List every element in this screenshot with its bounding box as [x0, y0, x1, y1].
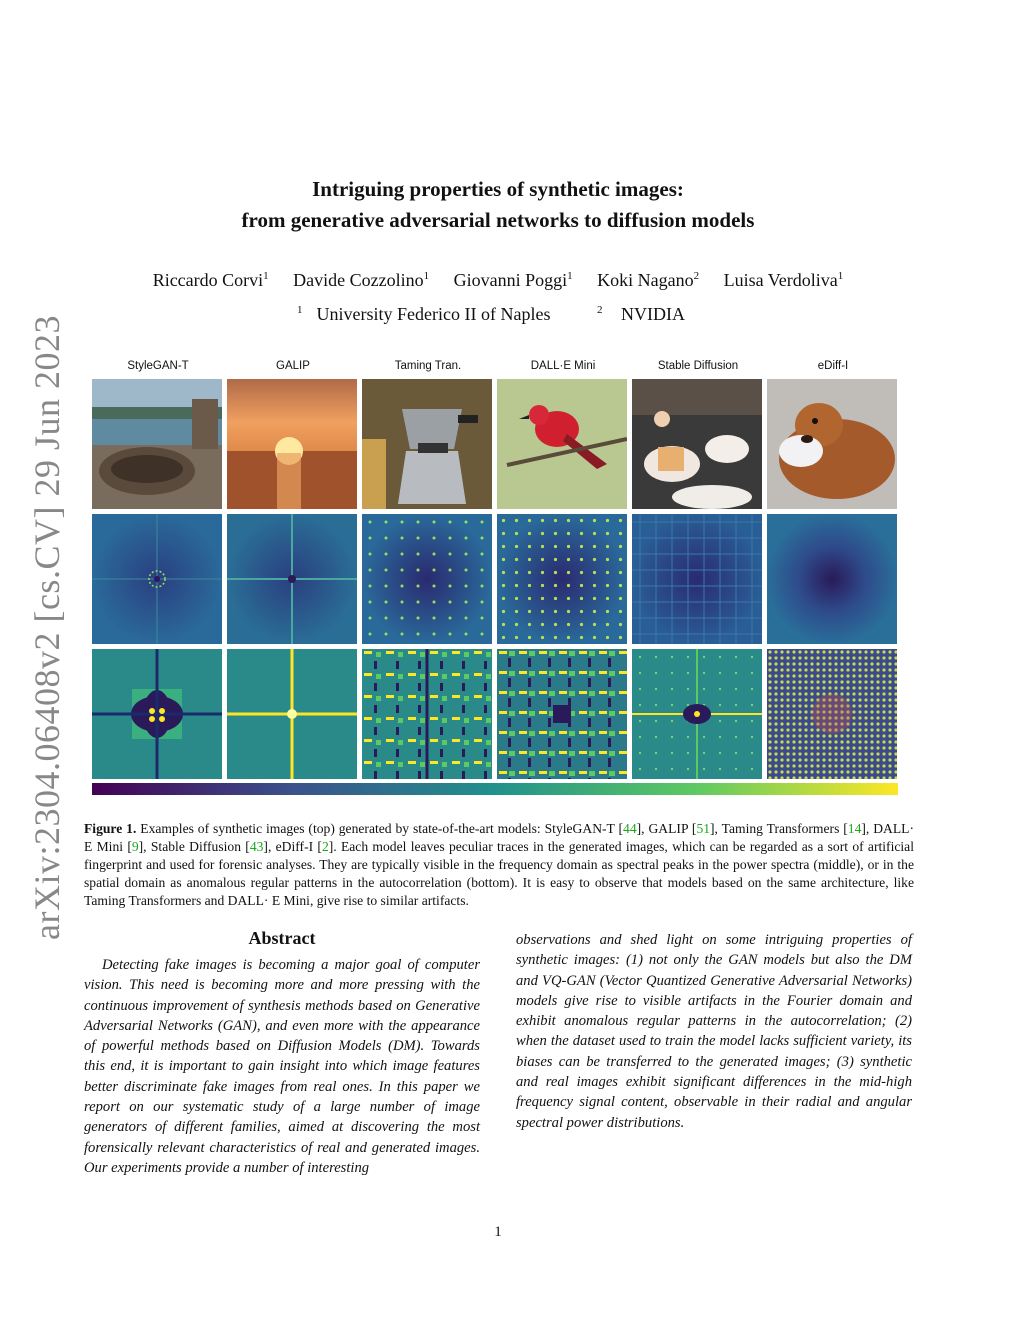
- stylegan-t-power-spectrum: [92, 514, 222, 644]
- abstract-right-column: observations and shed light on some intriguing properties of synthetic images: (1) not only the GAN models but also the DM and VQ-GAN (Vector Quantized Generative Adversarial Networks) models give rise to visible artifacts in the Fourier domain and exhibit anomalous regular patterns in the autocorrelation; (2) when the dataset used to train the model lacks sufficient variety, its biases can be transferred to the generated images; (3) synthetic and real images exhibit significant differences in the mid-high frequency signal content, observable in their radial and angular spectral power distributions.: [516, 932, 912, 1131]
- dall-e-mini-autocorrelation: [497, 649, 627, 779]
- title-line-2: from generative adversarial networks to diffusion models: [241, 208, 755, 232]
- author: Koki Nagano$^2$: [597, 270, 700, 290]
- author: Davide Cozzolino$^1$: [293, 270, 430, 290]
- taming-transformers-power-spectrum: [362, 514, 492, 644]
- page-number: 1: [494, 1224, 502, 1240]
- arxiv-identifier: arXiv:2304.06408v2 [cs.CV] 29 Jun 2023: [27, 315, 67, 940]
- taming-transformers-sample-image: [362, 379, 492, 509]
- column-label: Taming Tran.: [394, 360, 462, 372]
- dall-e-mini-sample-image: [497, 379, 627, 509]
- stable-diffusion-sample-image: [632, 379, 762, 509]
- ediff-i-power-spectrum: [767, 514, 897, 644]
- affiliation: $^1$ University Federico II of Naples: [297, 304, 551, 324]
- column-label: GALIP: [276, 360, 310, 372]
- galip-sample-image: [227, 379, 357, 509]
- abstract-heading: Abstract: [248, 928, 316, 948]
- ediff-i-sample-image: [767, 379, 897, 509]
- abstract-left-column: Detecting fake images is becoming a major goal of computer vision. This need is becoming more and more pressing with the continuous improvement of synthesis methods based on Generative Adversarial Networks (GAN), and even more with the appearance of powerful methods based on Diffusion Models (DM). Towards this end, it is important to gain insight into which image features better discriminate fake images from real ones. In this paper we report on our systematic study of a large number of image generators of different families, aimed at discovering the most forensically relevant characteristics of real and generated images. Our experiments provide a number of interesting: [84, 957, 480, 1176]
- column-label: DALL·E Mini: [530, 360, 596, 372]
- affiliation: $^2$ NVIDIA: [596, 304, 685, 324]
- author: Giovanni Poggi$^1$: [453, 270, 573, 290]
- author: Luisa Verdoliva$^1$: [723, 270, 844, 290]
- stable-diffusion-power-spectrum: [632, 514, 762, 644]
- column-label: StyleGAN-T: [127, 360, 189, 372]
- author: Riccardo Corvi$^1$: [152, 270, 269, 290]
- stable-diffusion-autocorrelation: [632, 649, 762, 779]
- galip-autocorrelation: [227, 649, 357, 779]
- ediff-i-autocorrelation: [767, 649, 897, 779]
- title-line-1: Intriguing properties of synthetic images:: [312, 177, 684, 201]
- stylegan-t-sample-image: [92, 379, 222, 509]
- galip-power-spectrum: [227, 514, 357, 644]
- column-label: Stable Diffusion: [657, 360, 739, 372]
- viridis-colorbar: [92, 783, 898, 795]
- paper-title: [0, 174, 996, 236]
- stylegan-t-autocorrelation: [92, 649, 222, 779]
- affiliations: [0, 304, 996, 325]
- column-label: eDiff-I: [817, 360, 849, 372]
- author-list: [0, 270, 996, 291]
- dall-e-mini-power-spectrum: [497, 514, 627, 644]
- figure-caption: Figure 1. Examples of synthetic images (top) generated by state-of-the-art models: StyleGAN-T [44], GALIP [51], Taming Transformers [14], DALL· E Mini [9], Stable Diffusion [43], eDiff-I [2]. Each model leaves peculiar traces in the generated images, which can be regarded as a sort of artificial fingerprint and used for forensic analyses. They are typically visible in the frequency domain as spectral peaks in the power spectra (middle), or in the spatial domain as anomalous regular patterns in the autocorrelation (bottom). It is easy to observe that models based on the same architecture, like Taming Transformers and DALL· E Mini, give rise to similar artifacts.: [84, 821, 914, 908]
- taming-transformers-autocorrelation: [362, 649, 492, 779]
